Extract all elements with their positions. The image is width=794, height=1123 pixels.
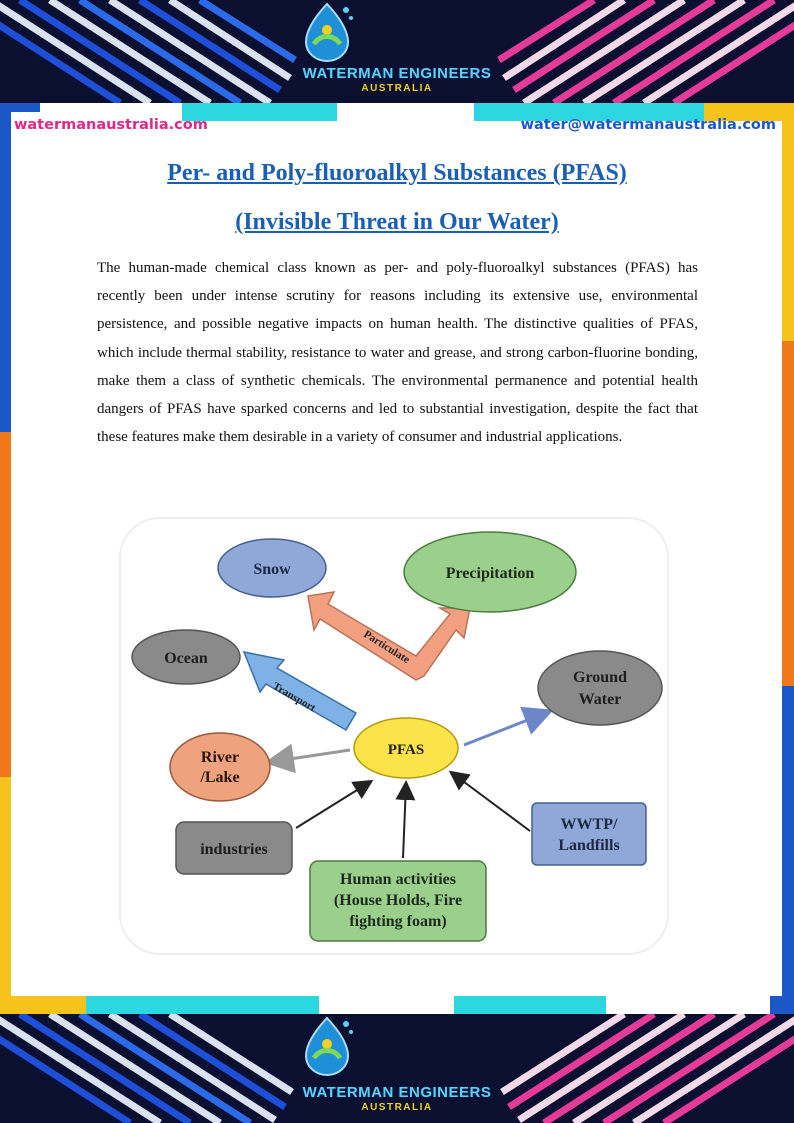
brand-logo xyxy=(300,0,494,103)
header-banner xyxy=(0,0,794,103)
wwtp-label-1: WWTP/ xyxy=(560,816,618,833)
side-bar-right xyxy=(782,341,794,686)
groundwater-label-2: Water xyxy=(578,691,622,708)
human-label-2: (House Holds, Fire xyxy=(333,892,463,909)
river-label-2: /Lake xyxy=(200,769,240,786)
footer-banner xyxy=(0,1014,794,1123)
river-label-1: River xyxy=(200,749,240,766)
accent-stripe xyxy=(86,996,319,1014)
human-label-1: Human activities xyxy=(340,871,456,888)
accent-stripe xyxy=(0,996,86,1014)
accent-stripe xyxy=(454,996,606,1014)
water-drop-logo-icon xyxy=(300,1014,354,1076)
human-label-3: fighting foam) xyxy=(349,913,447,930)
node-precipitation xyxy=(404,532,576,612)
node-human-activities xyxy=(310,861,486,941)
groundwater-label-1: Ground xyxy=(573,669,627,686)
brand-name: WATERMAN ENGINEERS xyxy=(302,1084,492,1101)
accent-stripe xyxy=(770,996,794,1014)
pfas-pathway-diagram xyxy=(118,516,670,956)
accent-stripe xyxy=(0,103,40,112)
industries-label: industries xyxy=(200,841,268,858)
pfas-label: PFAS xyxy=(387,742,425,758)
website-link[interactable]: watermanaustralia.com xyxy=(14,117,208,133)
node-wwtp xyxy=(532,803,646,865)
brand-name: WATERMAN ENGINEERS xyxy=(302,65,492,82)
side-bar-left xyxy=(0,432,11,777)
particulate-label: Particulate xyxy=(361,628,412,667)
brand-subtitle: AUSTRALIA xyxy=(361,1102,433,1113)
side-bar-left xyxy=(0,777,11,1012)
intro-paragraph: The human-made chemical class known as per- and poly-fluoroalkyl substances (PFAS) has recently been under intense scrutiny for reasons including its extensive use, environmental persistence, and possible negative impacts on human health. The distinctive qualities of PFAS, which include thermal stability, resistance to water and grease, and strong carbon-fluorine bonding, make them a class of synthetic chemicals. The environmental permanence and potential health dangers of PFAS have sparked concerns and led to substantial investigation, despite the fact that these features make them desirable in a variety of consumer and industrial applications. xyxy=(97,260,698,446)
node-pfas xyxy=(354,718,458,778)
node-snow xyxy=(218,539,326,597)
node-groundwater xyxy=(538,651,662,725)
page-subtitle: (Invisible Threat in Our Water) xyxy=(235,209,559,235)
node-industries xyxy=(176,822,292,874)
page-title: Per- and Poly-fluoroalkyl Substances (PFAS) xyxy=(167,160,627,186)
brand-subtitle: AUSTRALIA xyxy=(361,83,433,94)
wwtp-label-2: Landfills xyxy=(558,837,620,854)
side-bar-right xyxy=(782,686,794,1016)
node-river-lake xyxy=(170,733,270,801)
precipitation-label: Precipitation xyxy=(445,565,535,582)
water-drop-logo-icon xyxy=(300,0,354,62)
ocean-label: Ocean xyxy=(164,650,208,667)
email-link[interactable]: water@watermanaustralia.com xyxy=(520,117,776,133)
node-ocean xyxy=(132,630,240,684)
transport-label: Transport xyxy=(270,680,318,715)
brand-logo xyxy=(300,1014,494,1117)
snow-label: Snow xyxy=(253,561,291,578)
